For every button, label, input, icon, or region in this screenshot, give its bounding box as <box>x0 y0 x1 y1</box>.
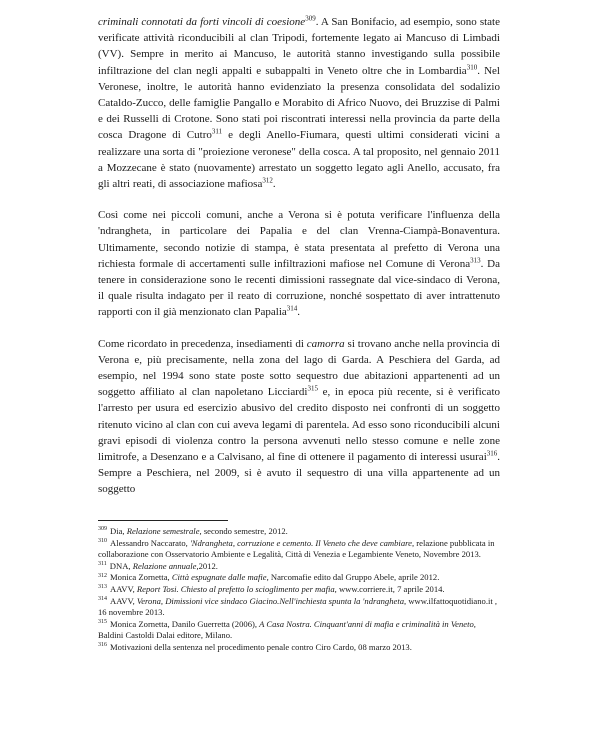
italic-text: Report Tosi. Chiesto al prefetto lo scioglimento per mafia <box>136 583 335 594</box>
footnote-text: Motivazioni della sentenza nel procedimento penale contro Ciro Cardo, 08 marzo 2013. <box>110 641 412 652</box>
footnote-number: 315 <box>98 618 107 625</box>
footnote-text: DNA, Relazione annuale,2012. <box>109 560 218 571</box>
italic-text: Verona, Dimissioni vice sindaco Giacino.Nell'inchiesta spunta la 'ndrangheta <box>136 595 405 606</box>
footnote-text: AAVV, Report Tosi. Chiesto al prefetto lo scioglimento per mafia, www.corriere.it, 7 aprile 2014. <box>110 583 445 594</box>
footnote-number: 309 <box>98 526 107 533</box>
italic-text: camorra <box>306 337 345 350</box>
footnote-ref: 314 <box>286 304 298 313</box>
italic-text: Relazione semestrale <box>126 526 200 536</box>
footnote-number: 316 <box>98 642 107 649</box>
footnote-text: Dia, Relazione semestrale, secondo semestre, 2012. <box>110 526 288 536</box>
italic-text: Relazione annuale <box>132 560 197 571</box>
italic-text: 'Ndrangheta, corruzione e cemento. Il Veneto che deve cambiare <box>189 537 412 548</box>
italic-text: A Casa Nostra. Cinquant'anni di mafia e criminalità in Veneto <box>259 618 474 629</box>
footnote-ref: 309 <box>305 14 316 23</box>
footnote-ref: 311 <box>211 127 223 136</box>
footnote-number: 314 <box>98 595 107 602</box>
footnote-number: 310 <box>98 537 107 544</box>
footnote-ref: 315 <box>307 384 318 393</box>
footnote-number: 313 <box>98 584 107 591</box>
footnote-ref: 313 <box>470 256 481 265</box>
footnote-divider <box>98 520 228 521</box>
footnote-text: Alessandro Naccarato, 'Ndrangheta, corruzione e cemento. Il Veneto che deve cambiare, relazione pubblicata in collaborazione con Osservatorio Ambiente e Legalità, Città di Venezia e Legambiente Veneto, Novembre 2013. <box>98 537 495 560</box>
footnote-ref: 310 <box>466 62 478 71</box>
footnote <box>98 538 503 561</box>
footnote <box>98 572 503 584</box>
footnote <box>98 561 503 573</box>
footnote <box>98 596 503 619</box>
footnote-ref: 312 <box>262 176 273 185</box>
footnotes <box>98 526 503 654</box>
paragraph: Così come nei piccoli comuni, anche a Verona si è potuta verificare l'influenza della 'ndrangheta, in particolare dei Papalia e del clan Vrenna-Ciampà-Bonaventura. Ultimamente, secondo notizie di stampa, è stata presentata al prefetto di Verona una richiesta formale di accertamenti sulle infiltrazioni mafiose nel Comune di Verona$^{313}$. Da tenere in considerazione sono le recenti dimissioni rassegnate dal vice-sindaco di Verona, il quale risulta indagato per il reato di corruzione, nonché sospettato di aver intrattenuto rapporti con il già menzionato clan Papalia$^{314}$. <box>98 209 501 319</box>
italic-text: criminali connotati da forti vincoli di coesione <box>98 16 306 28</box>
body-text <box>98 14 500 513</box>
footnote <box>98 526 503 538</box>
footnote-text: Monica Zornetta, Città espugnate dalle mafie, Narcomafie edito dal Gruppo Abele, aprile 2012. <box>110 572 440 583</box>
footnote-number: 312 <box>98 572 107 579</box>
footnote-ref: 316 <box>486 449 498 458</box>
paragraph: criminali connotati da forti vincoli di coesione$^{309}$. A San Bonifacio, ad esempio, sono state verificate attività riconducibili al clan Tripodi, fortemente legato ai Mancuso di Limbadi (VV). Sempre in merito ai Mancuso, le autorità stanno investigando sulla possibile infiltrazione del clan negli appalti e subappalti in Veneto oltre che in Lombardia$^{310}$. Nel Veronese, inoltre, le autorità hanno evidenziato la presenza consolidata del sodalizio Cataldo-Zucco, delle famiglie Pangallo e Morabito di Africo Nuovo, dei Bruzzise di Palmi e dei Russelli di Crotone. Sono stati poi riscontrati interessi nella provincia da parte della cosca Dragone di Cutro$^{311}$ e degli Anello-Fiumara, questi ultimi considerati vicini a realizzare una sorta di "proiezione veronese" della cosca. A tal proposito, nel gennaio 2011 a Mozzecane è stato (nuovamente) arrestato un soggetto legato agli Anello, accusato, fra gli altri reati, di associazione mafiosa$^{312}$. <box>98 14 500 191</box>
footnote-text: Monica Zornetta, Danilo Guerretta (2006), A Casa Nostra. Cinquant'anni di mafia e criminalità in Veneto, Baldini Castoldi Dalai editore, Milano. <box>98 618 476 641</box>
footnote <box>98 642 503 654</box>
footnote-text: AAVV, Verona, Dimissioni vice sindaco Giacino.Nell'inchiesta spunta la 'ndrangheta, www.ilfattoquotidiano.it , 16 novembre 2013. <box>98 595 498 618</box>
footnote <box>98 584 503 596</box>
footnote-number: 311 <box>98 560 107 567</box>
footnote <box>98 619 503 642</box>
italic-text: Città espugnate dalle mafie <box>171 572 267 583</box>
paragraph: Come ricordato in precedenza, insediamenti di camorra si trovano anche nella provincia di Verona e, più precisamente, nella zona del lago di Garda. A Peschiera del Garda, ad esempio, nel 1994 sono state poste sotto sequestro due abitazioni appartenenti ad un soggetto affiliato al clan napoletano Licciardi$^{315}$ e, in epoca più recente, si è verificato l'arresto per usura ed esercizio abusivo del credito disposto nei confronti di un soggetto ritenuto vicino al clan con cui aveva legami di parentela. Ad esso sono riconducibili alcuni gravi episodi di violenza contro la persona avvenuti nello stesso comune e nelle zone limitrofe, a Desenzano e a Calvisano, al fine di ottenere il pagamento di interessi usurai$^{316}$. Sempre a Peschiera, nel 2009, si è avuto il sequestro di una villa appartenente ad un soggetto <box>98 337 500 496</box>
